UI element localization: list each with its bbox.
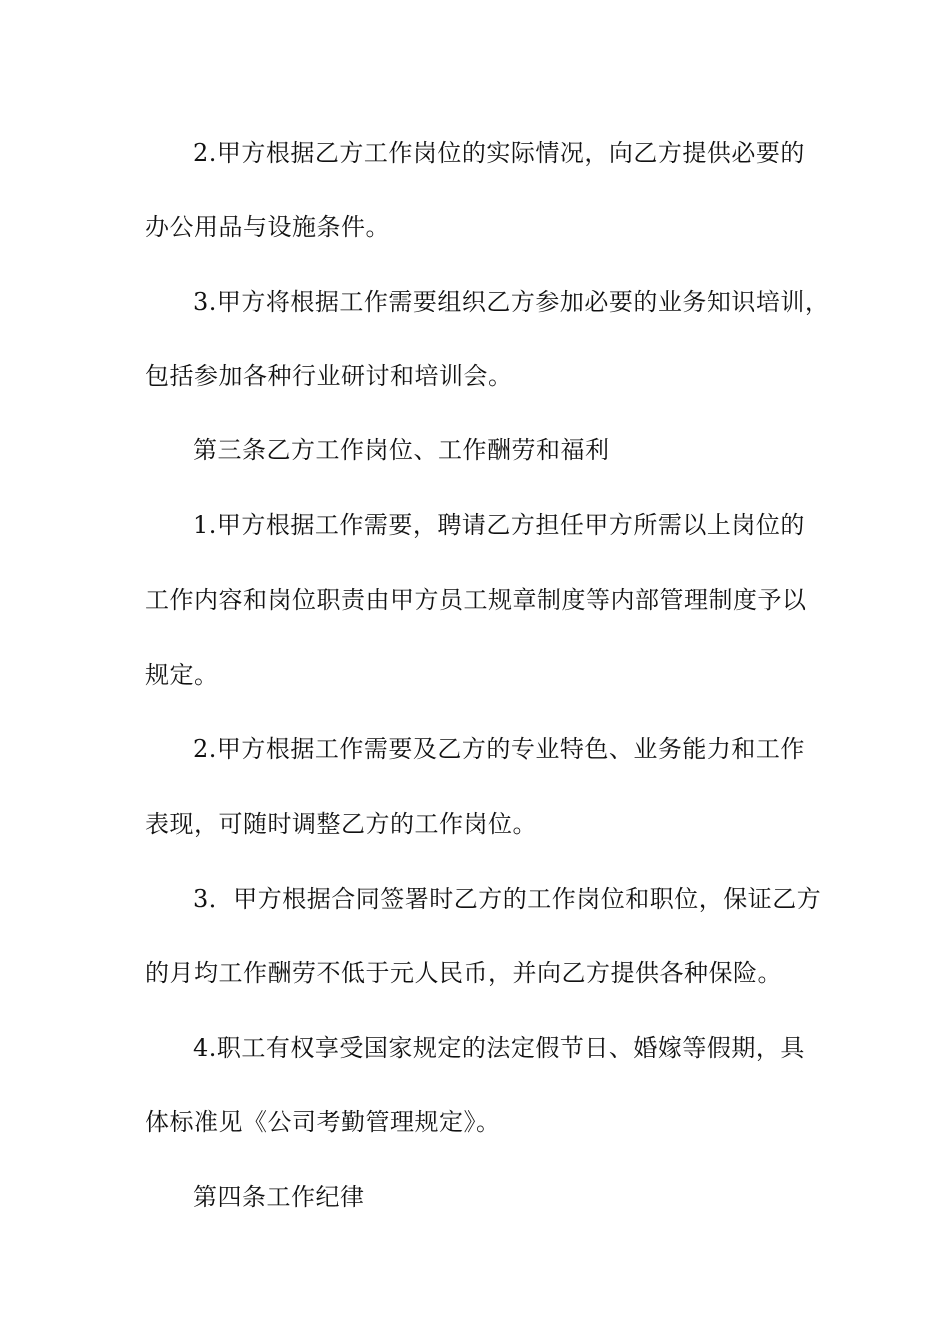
paragraph-line-11: 3．甲方根据合同签署时乙方的工作岗位和职位，保证乙方: [193, 885, 822, 913]
paragraph-line-14: 体标准见《公司考勤管理规定》。: [145, 1108, 501, 1136]
paragraph-line-13: 4.职工有权享受国家规定的法定假节日、婚嫁等假期，具: [193, 1034, 805, 1062]
paragraph-line-12: 的月均工作酬劳不低于元人民币，并向乙方提供各种保险。: [145, 959, 782, 987]
paragraph-line-7: 工作内容和岗位职责由甲方员工规章制度等内部管理制度予以: [145, 586, 807, 614]
paragraph-line-2: 办公用品与设施条件。: [145, 213, 390, 241]
section-heading-4: 第四条工作纪律: [193, 1183, 365, 1211]
paragraph-line-4: 包括参加各种行业研讨和培训会。: [145, 362, 513, 390]
paragraph-line-10: 表现，可随时调整乙方的工作岗位。: [145, 810, 537, 838]
paragraph-line-6: 1.甲方根据工作需要，聘请乙方担任甲方所需以上岗位的: [193, 511, 805, 539]
section-heading-3: 第三条乙方工作岗位、工作酬劳和福利: [193, 436, 610, 464]
paragraph-line-9: 2.甲方根据工作需要及乙方的专业特色、业务能力和工作: [193, 735, 805, 763]
paragraph-line-1: 2.甲方根据乙方工作岗位的实际情况，向乙方提供必要的: [193, 139, 805, 167]
paragraph-line-8: 规定。: [145, 661, 219, 689]
paragraph-line-3: 3.甲方将根据工作需要组织乙方参加必要的业务知识培训，: [193, 288, 830, 316]
